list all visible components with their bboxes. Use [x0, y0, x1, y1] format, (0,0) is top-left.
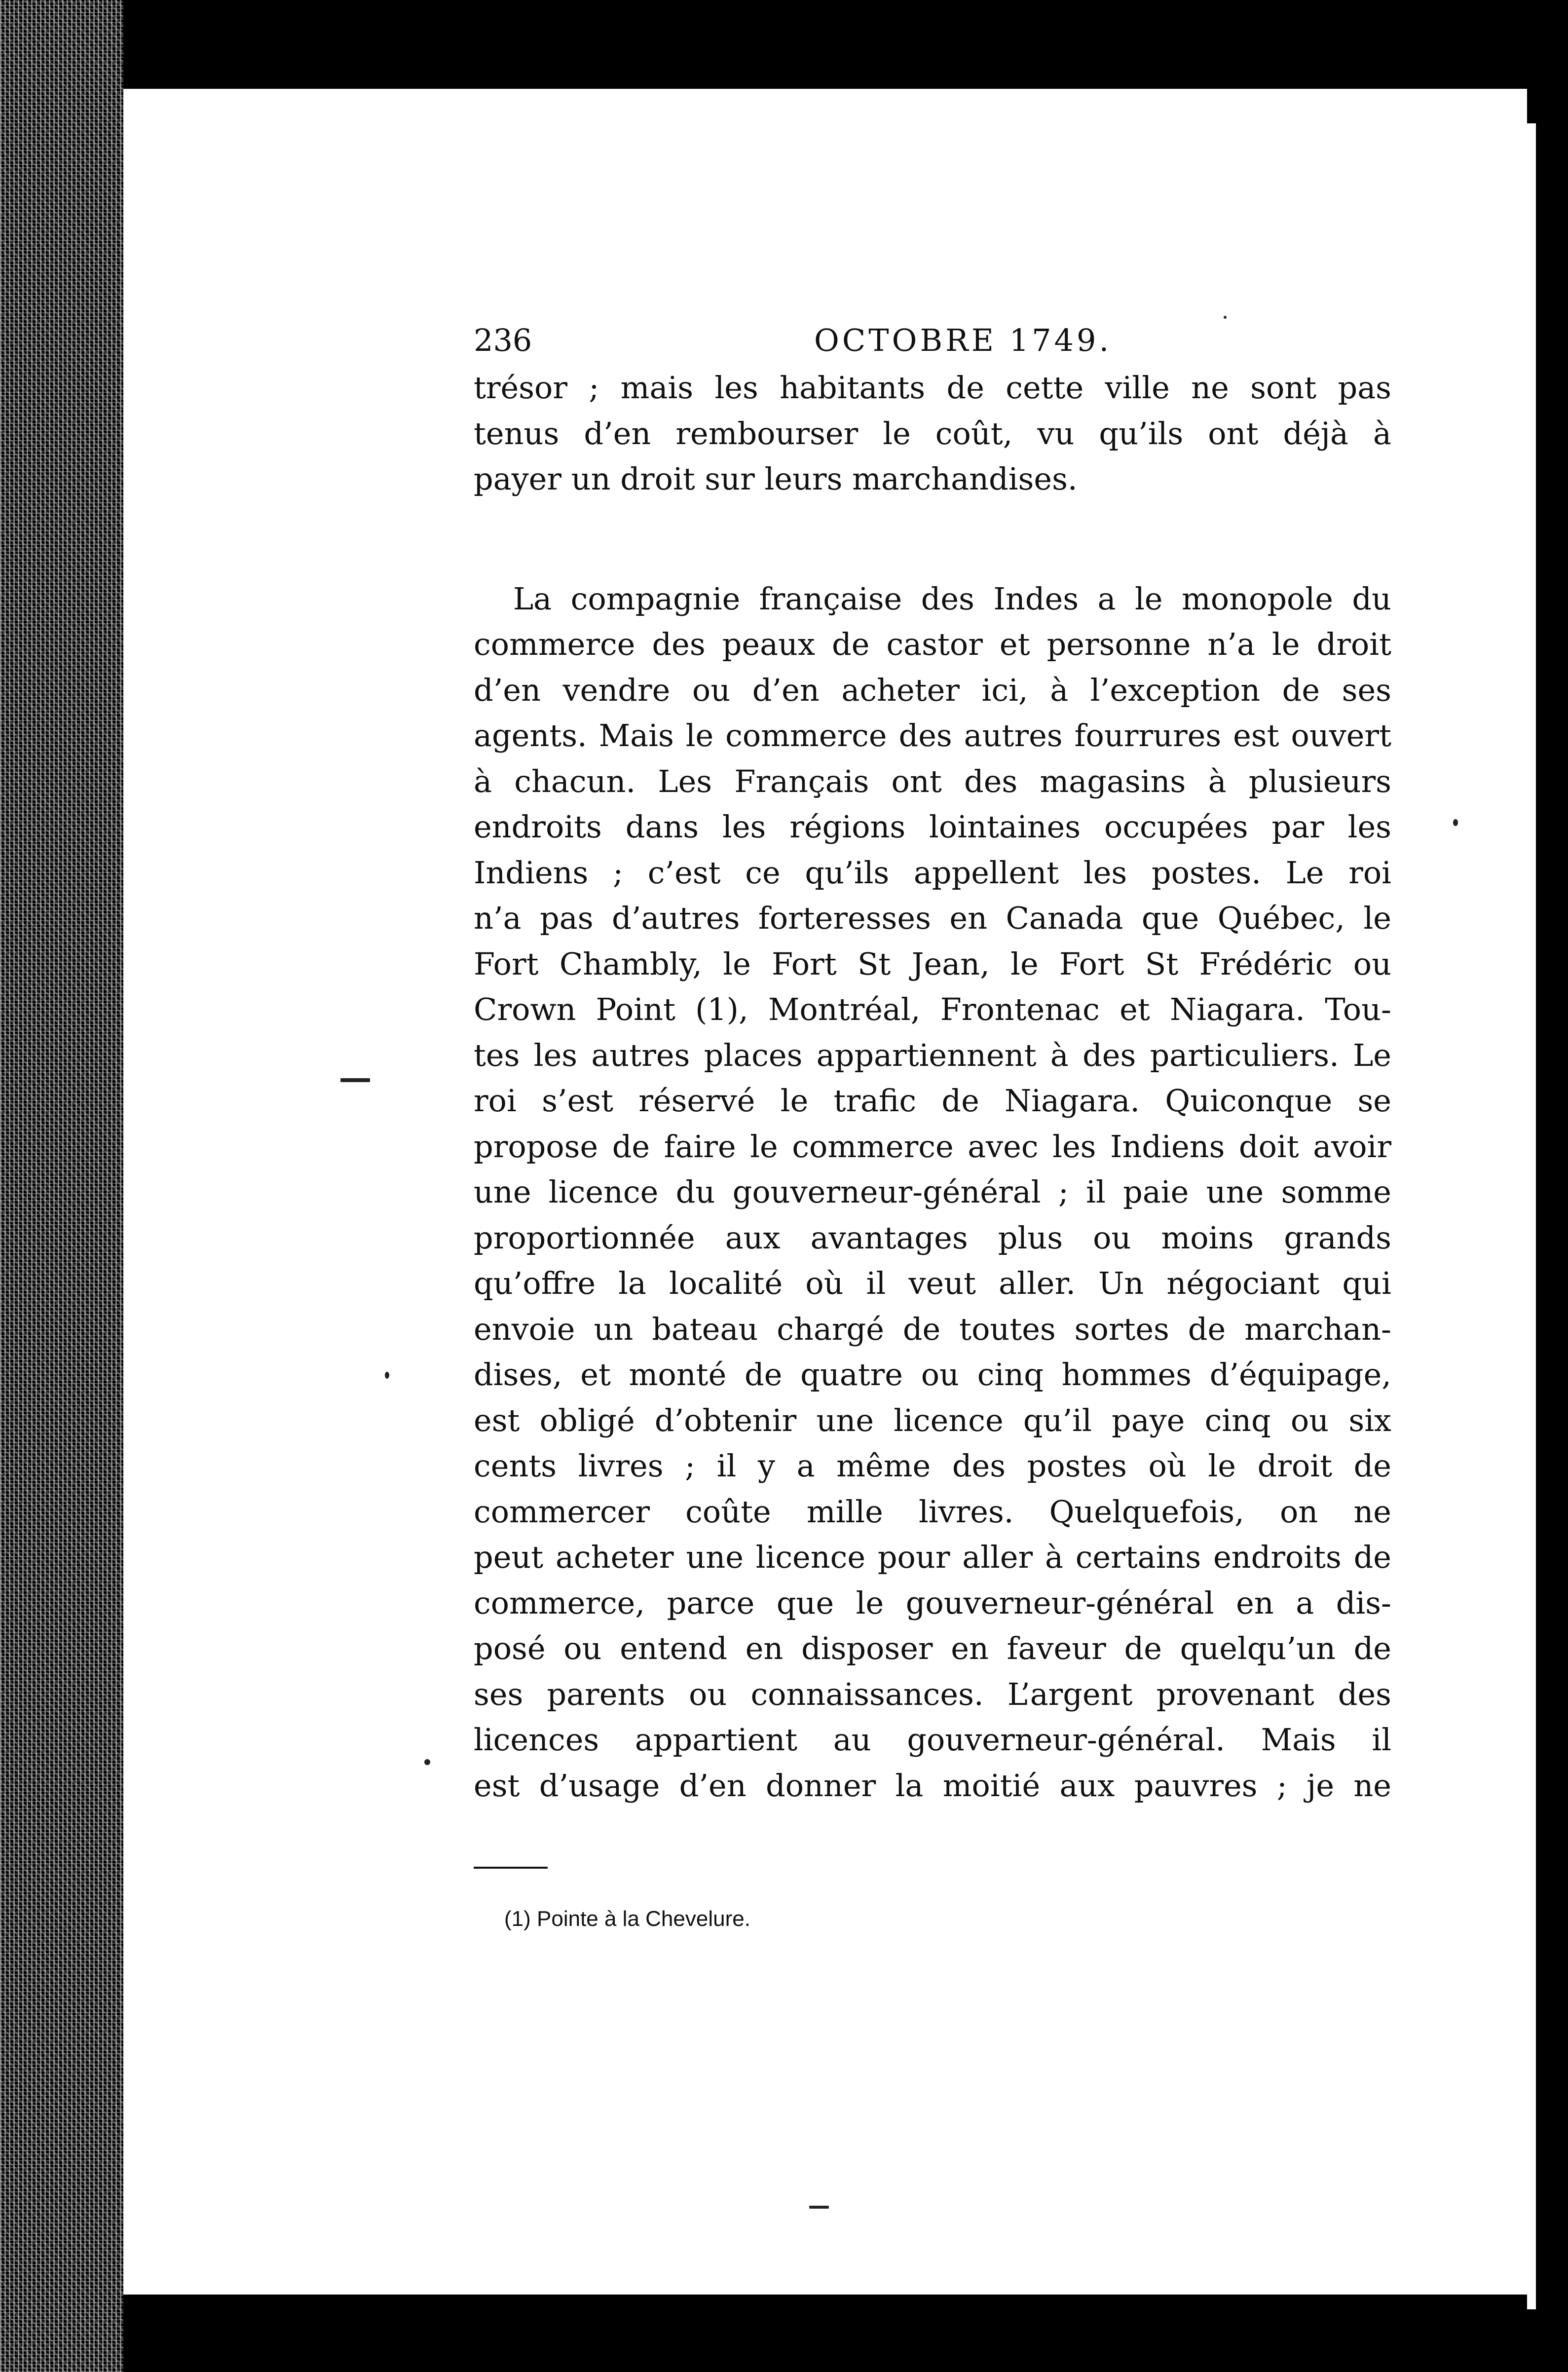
- text-line: commercer coûte mille livres. Quelquefois, on ne: [474, 1493, 1391, 1530]
- text-line: roi s’est réservé le trafic de Niagara. Quiconque se: [474, 1083, 1391, 1119]
- page-number: 236: [474, 322, 532, 358]
- text-line: Indiens ; c’est ce qu’ils appellent les postes. Le roi: [474, 854, 1391, 891]
- text-line: d’en vendre ou d’en acheter ici, à l’exception de ses: [474, 672, 1391, 708]
- text-line: agents. Mais le commerce des autres fourrures est ouvert: [474, 717, 1391, 753]
- text-line: à chacun. Les Français ont des magasins à plusieurs: [474, 763, 1391, 799]
- running-head: [474, 316, 1391, 365]
- text-line: une licence du gouverneur-général ; il paie une somme: [474, 1174, 1391, 1210]
- right-page-edge: [1527, 123, 1568, 2309]
- text-line: licences appartient au gouverneur-général. Mais il: [474, 1722, 1391, 1758]
- text-line: Crown Point (1), Montréal, Frontenac et Niagara. Tou-: [474, 991, 1391, 1027]
- book-binding-edge: [0, 0, 123, 2372]
- text-line: trésor ; mais les habitants de cette ville ne sont pas: [474, 370, 1391, 406]
- text-line: cents livres ; il y a même des postes où le droit de: [474, 1448, 1391, 1484]
- text-line: posé ou entend en disposer en faveur de quelqu’un de: [474, 1630, 1391, 1666]
- text-line: propose de faire le commerce avec les Indiens doit avoir: [474, 1128, 1391, 1165]
- text-line: tes les autres places appartiennent à des particuliers. Le: [474, 1037, 1391, 1073]
- text-line: commerce, parce que le gouverneur-général en a dis-: [474, 1584, 1391, 1621]
- text-line: tenus d’en rembourser le coût, vu qu’ils ont déjà à: [474, 415, 1391, 452]
- continuation-text: [474, 365, 1391, 502]
- main-paragraph: [474, 576, 1391, 1809]
- text-line: n’a pas d’autres forteresses en Canada que Québec, le: [474, 900, 1391, 936]
- text-line: payer un droit sur leurs marchandises.: [474, 461, 1078, 497]
- running-title: OCTOBRE 1749.: [814, 322, 1112, 358]
- page-text: [474, 316, 1391, 1934]
- footnote: (1) Pointe à la Chevelure.: [504, 1907, 750, 1931]
- text-line: La compagnie française des Indes a le monopole du: [513, 580, 1391, 617]
- text-line: proportionnée aux avantages plus ou moins grands: [474, 1219, 1391, 1256]
- text-line: qu’offre la localité où il veut aller. Un négociant qui: [474, 1265, 1391, 1301]
- text-line: endroits dans les régions lointaines occupées par les: [474, 809, 1391, 845]
- footnote-rule: [474, 1867, 548, 1869]
- text-line: dises, et monté de quatre ou cinq hommes d’équipage,: [474, 1356, 1391, 1393]
- text-line: est d’usage d’en donner la moitié aux pauvres ; je ne: [474, 1767, 1391, 1804]
- text-line: est obligé d’obtenir une licence qu’il paye cinq ou six: [474, 1402, 1391, 1438]
- text-line: peut acheter une licence pour aller à certains endroits de: [474, 1539, 1391, 1575]
- text-line: Fort Chambly, le Fort St Jean, le Fort St Frédéric ou: [474, 945, 1391, 982]
- text-line: commerce des peaux de castor et personne n’a le droit: [474, 626, 1391, 662]
- text-line: envoie un bateau chargé de toutes sortes de marchan-: [474, 1311, 1391, 1347]
- text-line: ses parents ou connaissances. L’argent provenant des: [474, 1676, 1391, 1712]
